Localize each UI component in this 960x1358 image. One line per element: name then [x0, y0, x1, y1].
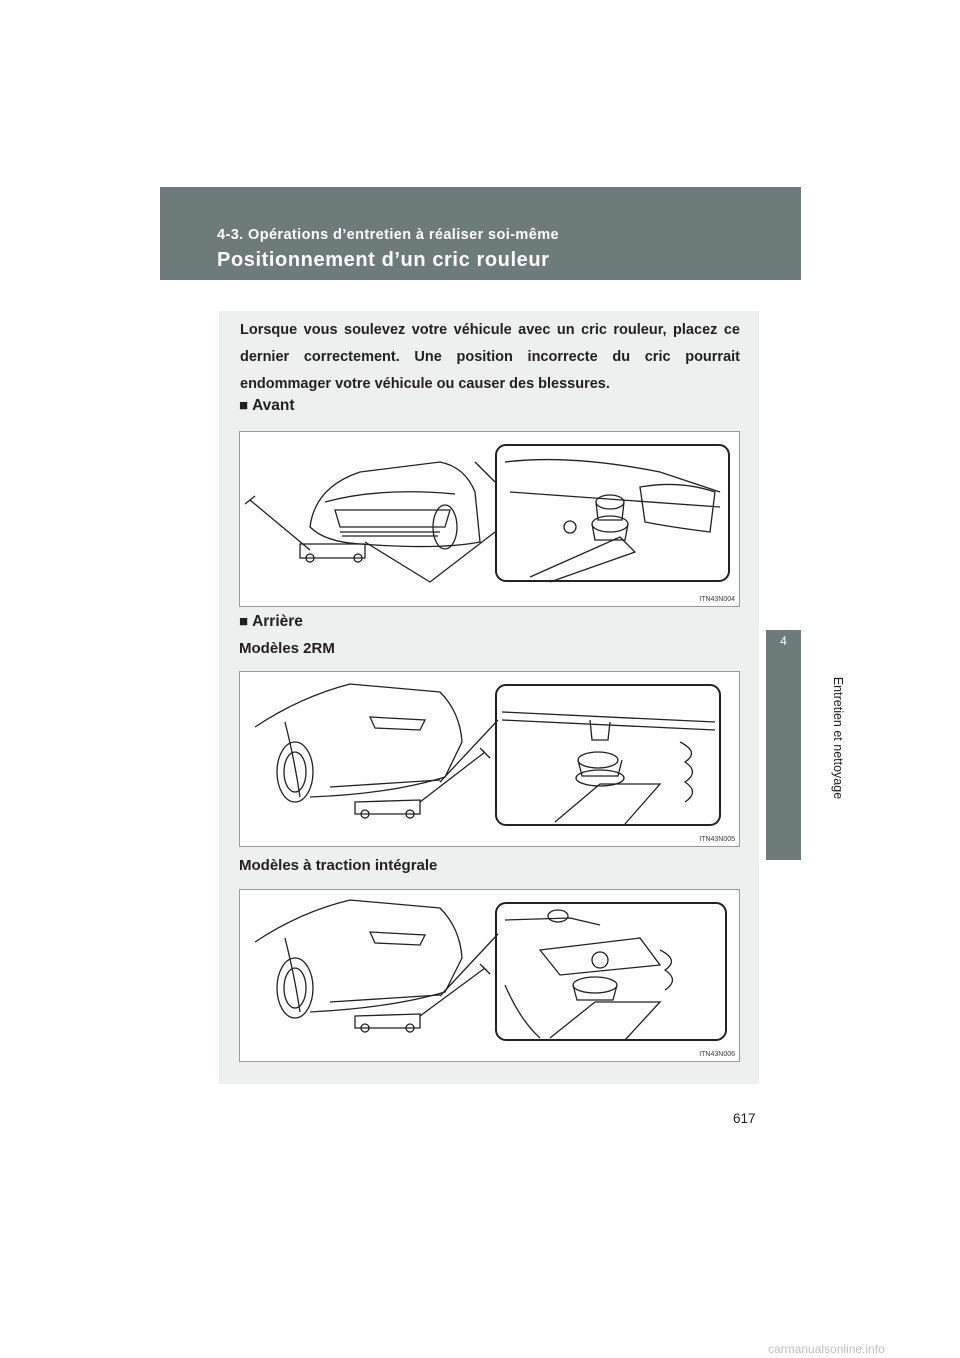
- watermark: carmanualsonline.info: [768, 1342, 885, 1356]
- chapter-header: [160, 187, 801, 280]
- heading-rear-label: Arrière: [252, 613, 303, 630]
- figure-rear-4wd-jack: [239, 889, 740, 1062]
- bullet-square-icon: ■: [239, 613, 249, 630]
- figure-code: ITN43N005: [699, 836, 735, 843]
- figure-code: ITN43N004: [699, 596, 735, 603]
- bullet-square-icon: ■: [239, 397, 249, 414]
- chapter-tab-label: Entretien et nettoyage: [831, 676, 845, 800]
- heading-rear: [239, 613, 303, 631]
- front-jack-illustration: [240, 432, 741, 608]
- page-title: Positionnement d’un cric rouleur: [217, 249, 550, 271]
- heading-front-label: Avant: [252, 397, 295, 414]
- heading-front: [239, 397, 295, 415]
- chapter-tab: [766, 630, 801, 860]
- figure-front-jack: [239, 431, 740, 607]
- content-box: [219, 311, 759, 1084]
- figure-code: ITN43N006: [699, 1051, 735, 1058]
- rear-4wd-jack-illustration: [240, 890, 741, 1063]
- rear-2wd-jack-illustration: [240, 672, 741, 848]
- subheading-4wd: Modèles à traction intégrale: [239, 857, 438, 874]
- page-number: 617: [733, 1111, 756, 1126]
- intro-paragraph: Lorsque vous soulevez votre véhicule avec un cric rouleur, placez ce dernier correctement. Une position incorrecte du cric pourrait endommager votre véhicule ou causer des blessures.: [240, 322, 740, 392]
- chapter-number: 4: [780, 634, 787, 648]
- figure-rear-2wd-jack: [239, 671, 740, 847]
- subheading-2wd: Modèles 2RM: [239, 640, 335, 657]
- section-label: 4-3. Opérations d’entretien à réaliser soi-même: [217, 227, 559, 243]
